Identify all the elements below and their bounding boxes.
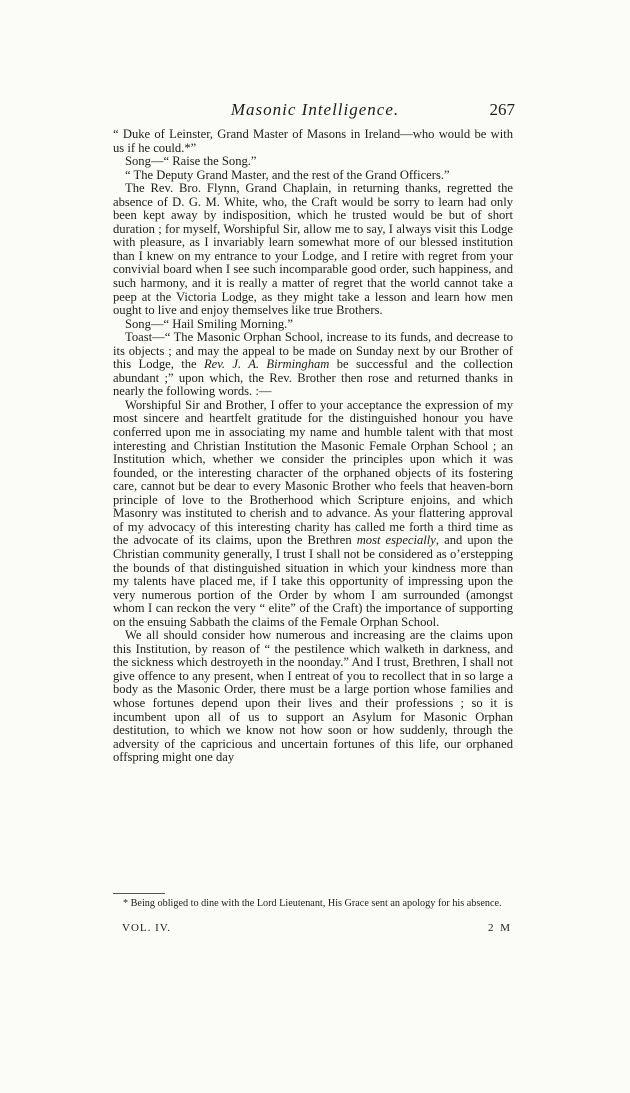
running-head bbox=[0, 100, 630, 124]
signature-line bbox=[122, 922, 512, 936]
footnote-rule bbox=[113, 893, 165, 894]
body-text bbox=[113, 128, 513, 765]
footnote-text: * Being obliged to dine with the Lord Lieutenant, His Grace sent an apology for his absence. bbox=[123, 898, 502, 909]
footnote bbox=[113, 898, 513, 910]
signature-mark: 2 M bbox=[487, 922, 512, 934]
paragraph: We all should consider how numerous and increasing are the claims upon this Institution, by reason of “ the pestilence which walketh in darkness, and the sickness which destroyeth in the noonday.” And I trust, Brethren, I shall not give offence to any present, when I entreat of you to recollect that in so large a body as the Masonic Order, there must be a large portion whose families and whose fortunes depend upon their lives and their professions ; so it is incumbent upon all of us to support an Asylum for Masonic Orphan destitution, to which we know not how soon or how suddenly, through the adversity of the capricious and uncertain fortunes of this life, our orphaned offspring might one day bbox=[113, 628, 514, 765]
paragraph: “ Duke of Leinster, Grand Master of Masons in Ireland—who would be with us if he could.*” bbox=[113, 127, 513, 155]
paragraph: Song—“ Raise the Song.” bbox=[125, 154, 257, 169]
paragraph: Song—“ Hail Smiling Morning.” bbox=[125, 316, 293, 331]
paragraph: “ The Deputy Grand Master, and the rest of the Grand Officers.” bbox=[125, 167, 450, 182]
paragraph: Worshipful Sir and Brother, I offer to your acceptance the expression of my most sincere and heartfelt gratitude for the distinguished honour you have conferred upon me in associating my name and humble talent with that most interesting and Christian Institution the Masonic Female Orphan School ; an Institution which, whether we consider the principles upon which it was founded, or the interesting character of the orphaned objects of its fostering care, cannot but be dear to every Masonic Brother who feels that heaven-born principle of love to the Brotherhood which Scripture enjoins, and which Masonry was instituted to cherish and to advance. As your flattering approval of my advocacy of this interesting charity has called me forth a third time as the advocate of its claims, upon the Brethren most especially, and upon the Christian community generally, I trust I shall not be considered as o’erstepping the bounds of that distinguished situation in which your kindness more than my talents have placed me, if I take this opportunity of impressing upon the very numerous portion of the Order by whom I am surrounded (amongst whom I can reckon the very “ elite” of the Craft) the importance of supporting on the ensuing Sabbath the claims of the Female Orphan School. bbox=[113, 397, 513, 629]
volume-label: VOL. IV. bbox=[122, 922, 172, 934]
paragraph: Toast—“ The Masonic Orphan School, increase to its funds, and decrease to its objects ; and may the appeal to be made on Sunday next by our Brother of this Lodge, the Rev. J. A. Birmingham be successful and the collection abundant ;” upon which, the Rev. Brother then rose and returned thanks in nearly the following words. :— bbox=[113, 330, 513, 399]
paragraph: The Rev. Bro. Flynn, Grand Chaplain, in returning thanks, regretted the absence of D. G. M. White, who, the Craft would be sorry to learn had only been kept away by indisposition, which he trusted would be but of short duration ; for myself, Worshipful Sir, allow me to say, I always visit this Lodge with pleasure, as I invariably learn somewhat more of our blessed institution than I knew on my entrance to your Lodge, and I retire with regret from your convivial board when I see such incomparable good order, such happiness, and such harmony, and it is really a matter of regret that the world cannot take a peep at the Victoria Lodge, as they might take a lesson and learn how men ought to live and enjoy themselves like true Brothers. bbox=[113, 181, 513, 318]
page-number: 267 bbox=[489, 100, 515, 119]
running-title: Masonic Intelligence. bbox=[230, 100, 400, 119]
